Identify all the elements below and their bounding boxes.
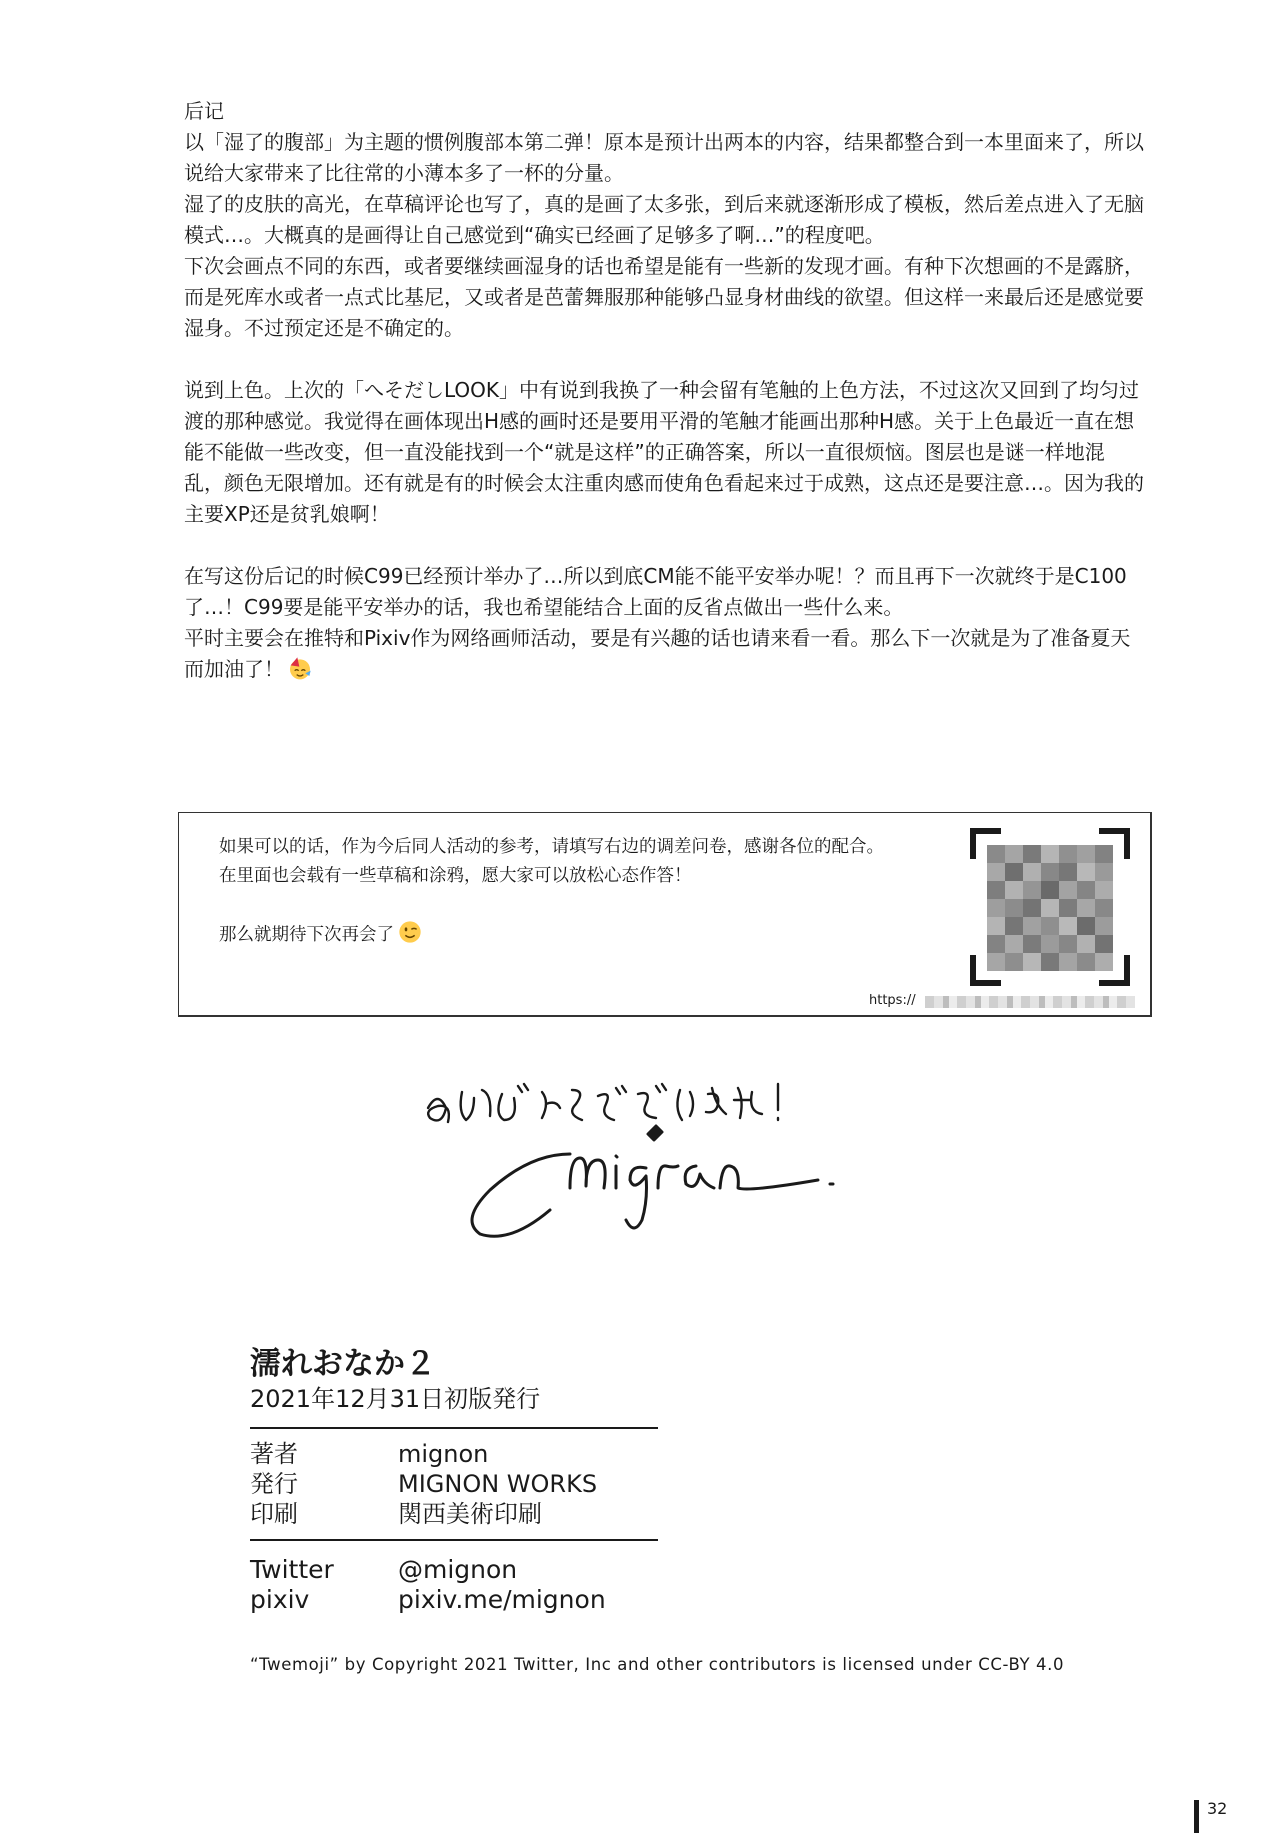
handwritten-signature bbox=[420, 1078, 1000, 1268]
publication-date: 2021年12月31日初版発行 bbox=[250, 1385, 541, 1413]
contact-row-twitter bbox=[250, 1555, 670, 1585]
colophon bbox=[250, 1345, 670, 1615]
signature-mignon-handwriting bbox=[472, 1126, 833, 1236]
credit-row-printer bbox=[250, 1499, 670, 1529]
afterword-paragraph-6: 平时主要会在推特和Pixiv作为网络画师活动，要是有兴趣的话也请来看一看。那么下一次就是为了准备夏天而加油了！ bbox=[184, 626, 1131, 681]
page-edge-mark bbox=[1194, 1800, 1199, 1833]
credit-label: 著者 bbox=[250, 1440, 298, 1468]
book-title: 濡れおなか２ bbox=[250, 1346, 436, 1382]
survey-line-3-wrap bbox=[219, 920, 919, 950]
afterword-paragraph-6-wrap bbox=[184, 623, 1144, 685]
survey-line-2: 在里面也会载有一些草稿和涂鸦，愿大家可以放松心态作答！ bbox=[219, 866, 692, 886]
credit-label: 発行 bbox=[250, 1470, 298, 1498]
twitter-handle[interactable]: @mignon bbox=[398, 1555, 518, 1584]
credit-label: 印刷 bbox=[250, 1500, 298, 1528]
survey-box bbox=[178, 812, 1152, 1017]
credits-table bbox=[250, 1439, 670, 1529]
survey-url-blurred bbox=[925, 996, 1135, 1008]
credit-value: MIGNON WORKS bbox=[398, 1470, 598, 1498]
pixiv-link[interactable]: pixiv.me/mignon bbox=[398, 1585, 606, 1614]
afterword-paragraph-1: 以「湿了的腹部」为主题的惯例腹部本第二弹！原本是预计出两本的内容，结果都整合到一本里面来了，所以说给大家带来了比往常的小薄本多了一杯的分量。 bbox=[184, 130, 1144, 185]
contact-row-pixiv bbox=[250, 1585, 670, 1615]
survey-line-3: 那么就期待下次再会了 bbox=[219, 925, 394, 945]
winking-face-icon bbox=[398, 920, 422, 944]
credit-row-author bbox=[250, 1439, 670, 1469]
survey-line-1: 如果可以的话，作为今后同人活动的参考，请填写右边的调差问卷，感谢各位的配合。 bbox=[219, 837, 884, 857]
credit-value: mignon bbox=[398, 1440, 489, 1468]
afterword-paragraph-3: 下次会画点不同的东西，或者要继续画湿身的话也希望是能有一些新的发现才画。有种下次想画的不是露脐，而是死库水或者一点式比基尼，又或者是芭蕾舞服那种能够凸显身材曲线的欲望。但这样一来最后还是感觉要湿身。不过预定还是不确定的。 bbox=[184, 254, 1144, 340]
survey-url-prefix: https:// bbox=[869, 993, 916, 1008]
contact-label: Twitter bbox=[250, 1555, 334, 1584]
afterword-paragraph-4: 说到上色。上次的「へそだしLOOK」中有说到我换了一种会留有笔触的上色方法，不过这次又回到了均匀过渡的那种感觉。我觉得在画体现出H感的画时还是要用平滑的笔触才能画出那种H感。关于上色最近一直在想能不能做一些改变，但一直没能找到一个“就是这样”的正确答案，所以一直很烦恼。图层也是谜一样地混乱，颜色无限增加。还有就是有的时候会太注重肉感而使角色看起来过于成熟，这点还是要注意…。因为我的主要XP还是贫乳娘啊！ bbox=[184, 378, 1144, 526]
afterword-paragraph-2: 湿了的皮肤的高光，在草稿评论也写了，真的是画了太多张，到后来就逐渐形成了模板，然后差点进入了无脑模式…。大概真的是画得让自己感觉到“确实已经画了足够多了啊…”的程度吧。 bbox=[184, 192, 1144, 247]
afterword-heading: 后记 bbox=[184, 99, 224, 123]
twemoji-license-note: “Twemoji” by Copyright 2021 Twitter, Inc and other contributors is licensed under CC-BY 4.0 bbox=[250, 1655, 1065, 1674]
colophon-divider-bottom bbox=[250, 1539, 658, 1541]
partying-face-icon bbox=[288, 656, 312, 680]
afterword-paragraph-5: 在写这份后记的时候C99已经预计举办了…所以到底CM能不能平安举办呢！？而且再下一次就终于是C100了…！C99要是能平安举办的话，我也希望能结合上面的反省点做出一些什么来。 bbox=[184, 564, 1127, 619]
survey-text bbox=[219, 833, 919, 950]
contact-label: pixiv bbox=[250, 1585, 310, 1614]
page-number: 32 bbox=[1207, 1799, 1228, 1818]
credit-value: 関西美術印刷 bbox=[398, 1500, 542, 1528]
colophon-divider-top bbox=[250, 1427, 658, 1429]
survey-url[interactable] bbox=[869, 993, 1139, 1009]
qr-blurred-pattern bbox=[987, 845, 1113, 971]
afterword bbox=[184, 96, 1144, 685]
qr-code-icon[interactable] bbox=[969, 827, 1131, 987]
contacts-table bbox=[250, 1555, 670, 1615]
signature-thanks-handwriting bbox=[428, 1084, 778, 1122]
credit-row-publisher bbox=[250, 1469, 670, 1499]
